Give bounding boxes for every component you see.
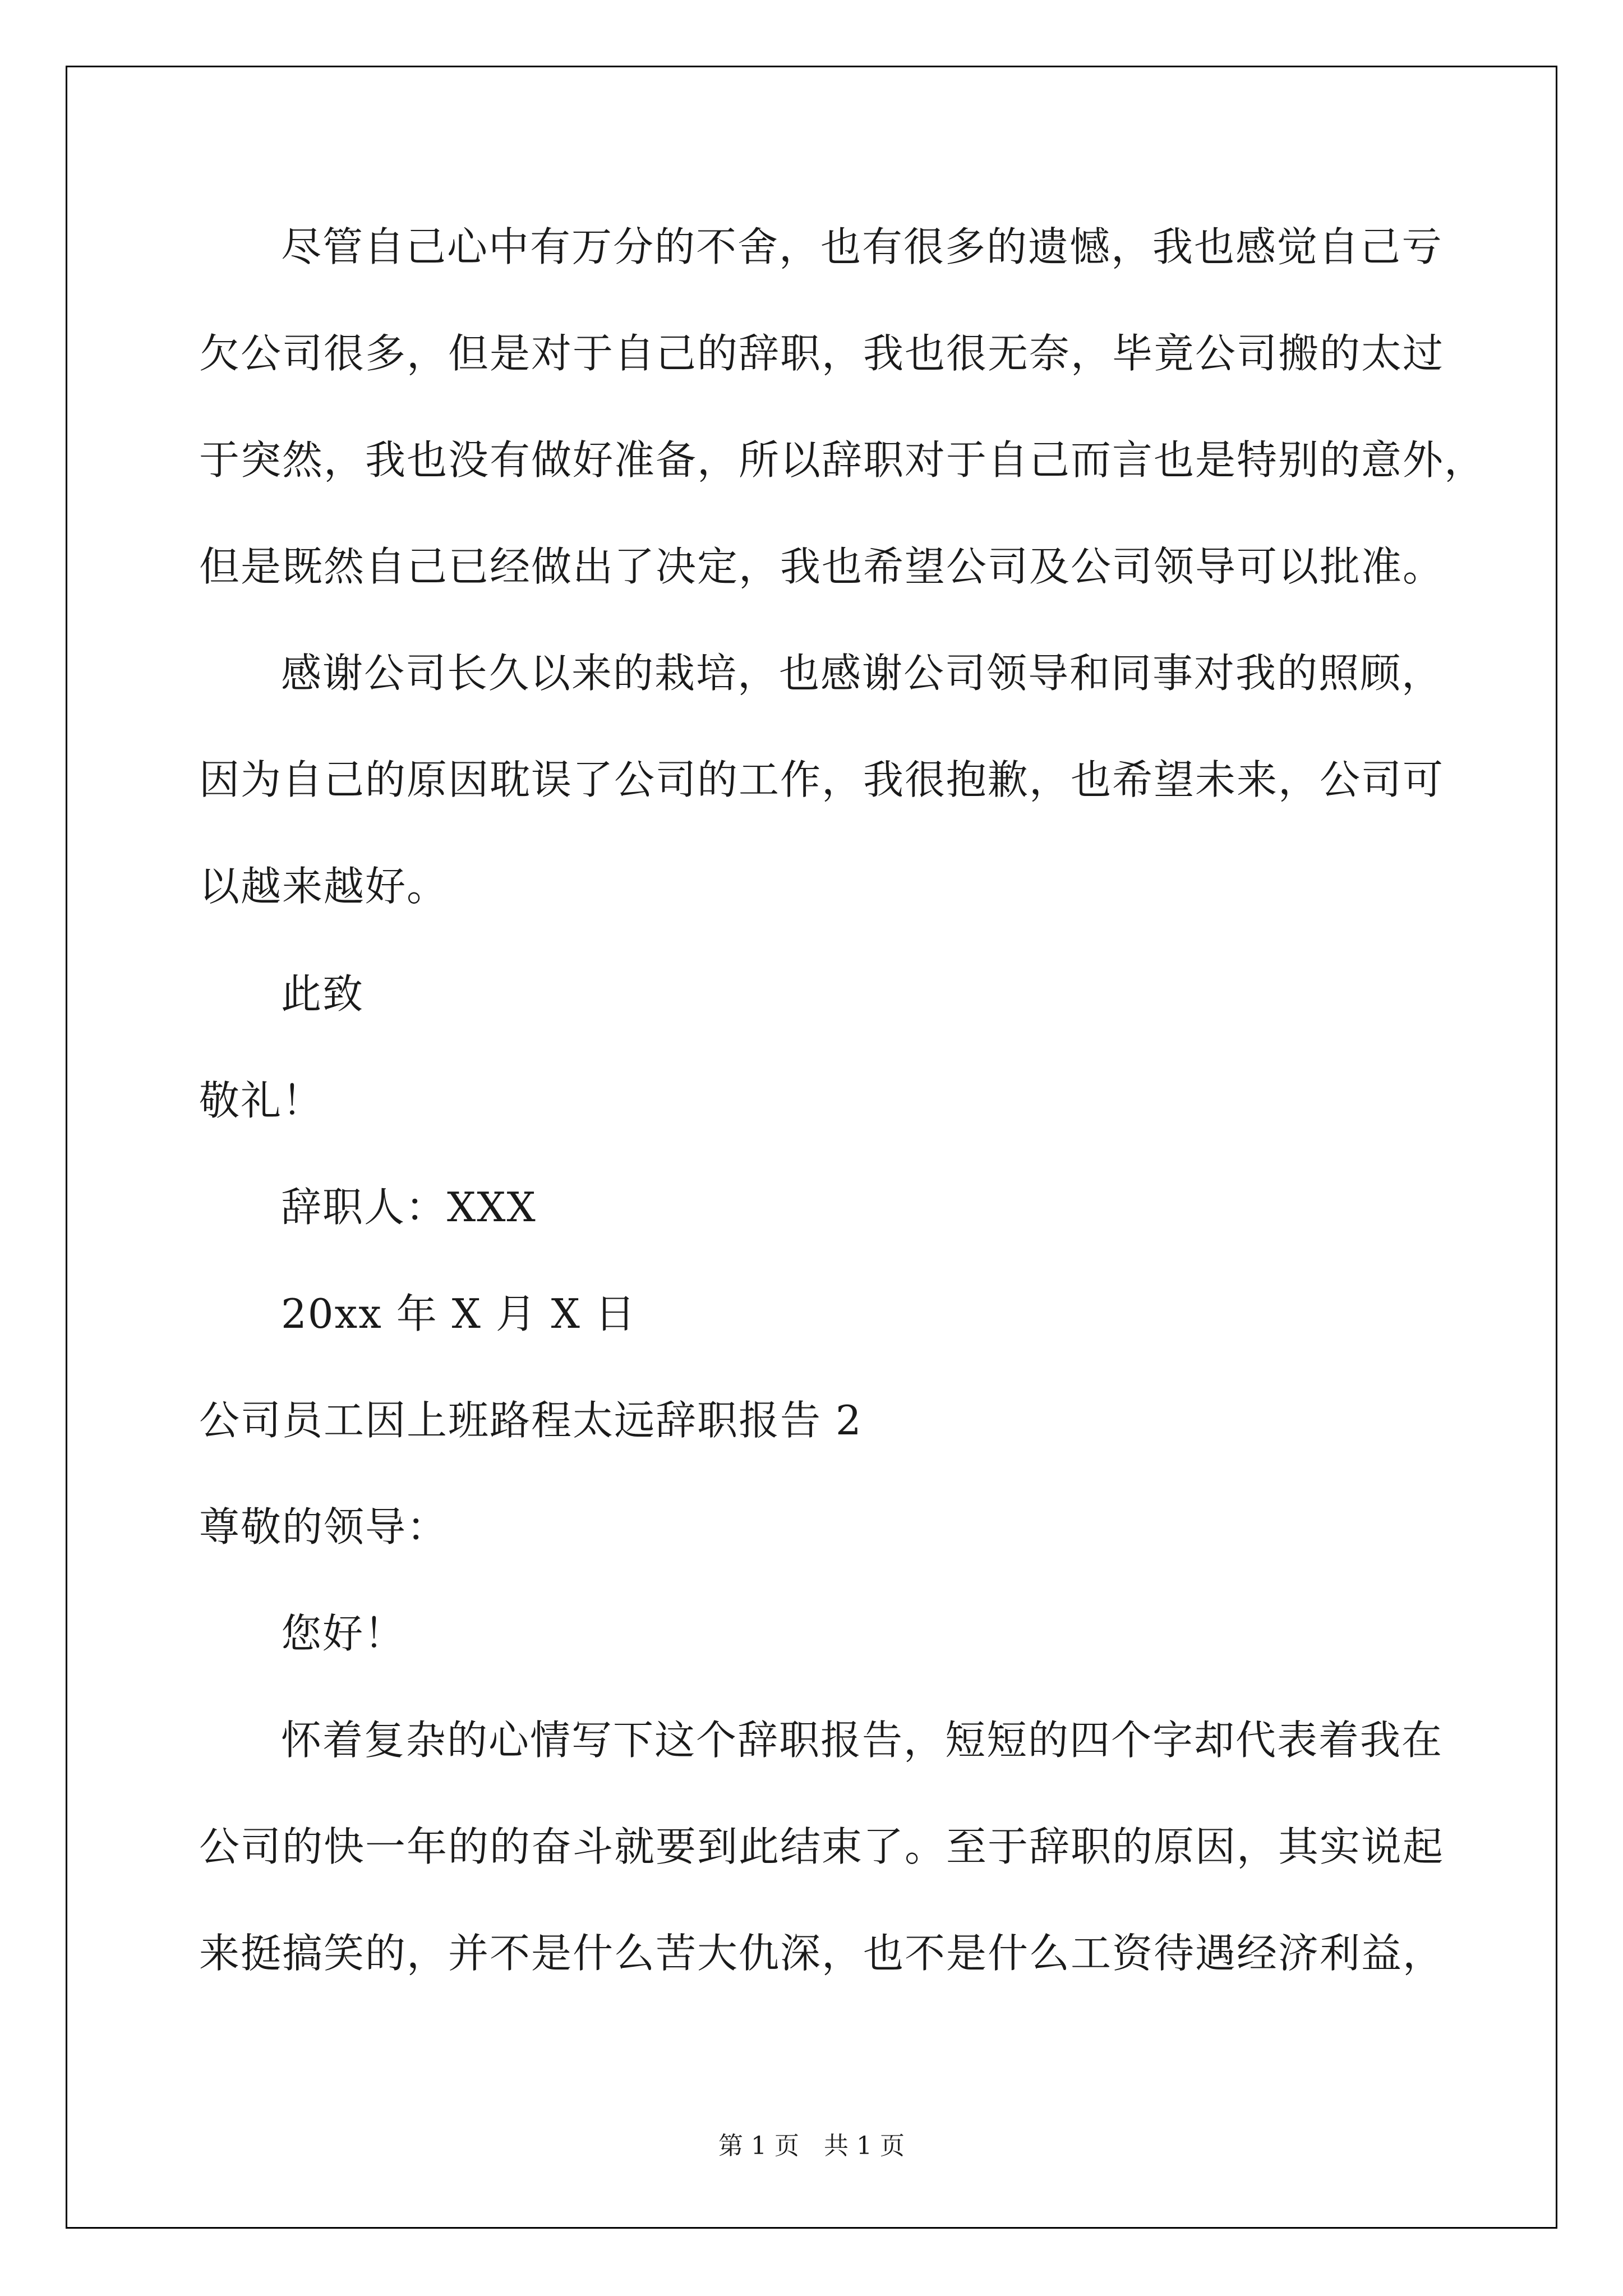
date-text: 20xx 年 X 月 X 日 [281,1290,637,1337]
paragraph-1-line-1: 尽管自己心中有万分的不舍，也有很多的遗憾，我也感觉自己亏 [281,223,1444,270]
greeting-text: 尊敬的领导： [199,1503,449,1550]
paragraph-2-line-3: 以越来越好。 [199,863,449,910]
section-title: 公司员工因上班路程太远辞职报告 2 [199,1397,863,1444]
paragraph-2-line-2: 因为自己的原因耽误了公司的工作，我很抱歉，也希望未来，公司可 [199,756,1445,803]
paragraph-1-line-3: 于突然，我也没有做好准备，所以辞职对于自己而言也是特别的意外， [199,436,1486,484]
hello-text: 您好！ [281,1610,406,1657]
paragraph-3-line-1: 怀着复杂的心情写下这个辞职报告，短短的四个字却代表着我在 [281,1717,1444,1764]
signature-text: 辞职人：XXX [281,1184,537,1231]
paragraph-3-line-2: 公司的快一年的的奋斗就要到此结束了。至于辞职的原因，其实说起 [199,1823,1445,1870]
page-footer: 第 1 页 共 1 页 [718,2132,905,2160]
paragraph-1-line-4: 但是既然自己已经做出了决定，我也希望公司及公司领导可以批准。 [199,543,1445,590]
paragraph-2-line-1: 感谢公司长久以来的栽培，也感谢公司领导和同事对我的照顾， [281,650,1444,697]
page-border [66,66,1557,2229]
closing-text: 此致 [281,970,365,1018]
paragraph-1-line-2: 欠公司很多，但是对于自己的辞职，我也很无奈，毕竟公司搬的太过 [199,330,1445,377]
salute-text: 敬礼！ [199,1077,324,1124]
paragraph-3-line-3: 来挺搞笑的，并不是什么苦大仇深，也不是什么工资待遇经济利益， [199,1930,1445,1977]
